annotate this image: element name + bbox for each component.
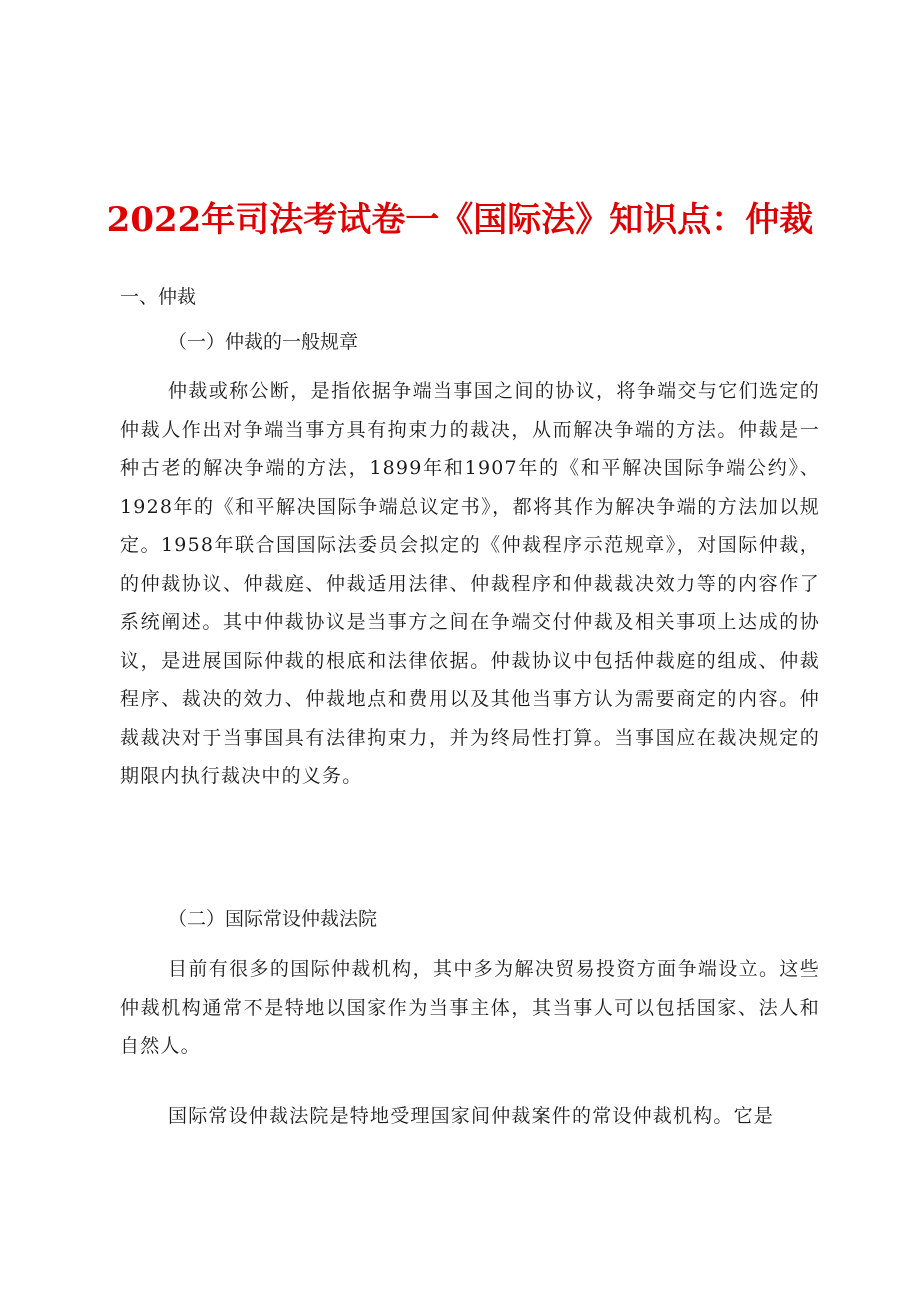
paragraph-arbitration-definition: 仲裁或称公断，是指依据争端当事国之间的协议，将争端交与它们选定的仲裁人作出对争端当事方具有拘束力的裁决，从而解决争端的方法。仲裁是一种古老的解决争端的方法，1899年和1907年的《和平解决国际争端公约》、1928年的《和平解决国际争端总议定书》，都将其作为解决争端的方法加以规定。1958年联合国国际法委员会拟定的《仲裁程序示范规章》，对国际仲裁，的仲裁协议、仲裁庭、仲裁适用法律、仲裁程序和仲裁裁决效力等的内容作了系统阐述。其中仲裁协议是当事方之间在争端交付仲裁及相关事项上达成的协议，是进展国际仲裁的根底和法律依据。仲裁协议中包括仲裁庭的组成、仲裁程序、裁决的效力、仲裁地点和费用以及其他当事方认为需要商定的内容。仲裁裁决对于当事国具有法律拘束力，并为终局性打算。当事国应在裁决规定的期限内执行裁决中的义务。: [120, 380, 820, 787]
paragraph-permanent-court: 国际常设仲裁法院是特地受理国家间仲裁案件的常设仲裁机构。它是: [168, 1105, 775, 1127]
paragraph-arbitration-institutions: 目前有很多的国际仲裁机构，其中多为解决贸易投资方面争端设立。这些仲裁机构通常不是特地以国家作为当事主体，其当事人可以包括国家、法人和自然人。: [120, 958, 820, 1057]
section-heading-arbitration: 一、仲裁: [120, 286, 197, 308]
subsection-heading-permanent-court: （二）国际常设仲裁法院: [168, 908, 378, 930]
subsection-heading-general-rules: （一）仲裁的一般规章: [168, 331, 359, 353]
document-title: 2022年司法考试卷一《国际法》知识点：仲裁: [106, 200, 814, 240]
